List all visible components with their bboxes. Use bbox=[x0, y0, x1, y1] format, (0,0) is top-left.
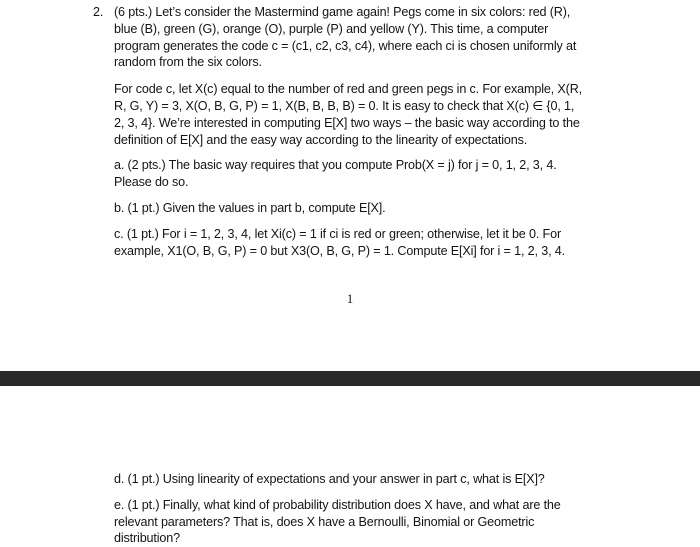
question-intro: (6 pts.) Let’s consider the Mastermind game again! Pegs come in six colors: red (R), blue (B), green (G), orange (O), purple (P) and yellow (Y). This time, a computer program generates the code c = (c1, c2, c3, c4), where each ci is chosen uniformly at random from the six colors. bbox=[114, 5, 577, 70]
page-number: 1 bbox=[346, 292, 354, 306]
part-d: d. (1 pt.) Using linearity of expectations and your answer in part c, what is E[X]? bbox=[114, 472, 545, 486]
part-b: b. (1 pt.) Given the values in part b, compute E[X]. bbox=[114, 200, 386, 215]
document-page-bottom bbox=[0, 386, 700, 546]
question-definition: For code c, let X(c) equal to the number of red and green pegs in c. For example, X(R, R, G, Y) = 3, X(O, B, G, P) = 1, X(B, B, B, B) = 0. It is easy to check that X(c) ∈ {0, 1, 2, 3, 4}. We’re interested in computing E[X] two ways – the basic way according to the definition of E[X] and the easy way according to the linearity of expectations. bbox=[114, 82, 582, 147]
part-c: c. (1 pt.) For i = 1, 2, 3, 4, let Xi(c) = 1 if ci is red or green; otherwise, let it be 0. For example, X1(O, B, G, P) = 0 but X3(O, B, G, P) = 1. Compute E[Xi] for i = 1, 2, 3, 4. bbox=[114, 226, 565, 258]
question-continued bbox=[114, 471, 584, 547]
question-body bbox=[114, 4, 584, 259]
part-e: e. (1 pt.) Finally, what kind of probability distribution does X have, and what are the relevant parameters? That is, does X have a Bernoulli, Binomial or Geometric distribution? bbox=[114, 497, 561, 546]
part-a: a. (2 pts.) The basic way requires that you compute Prob(X = j) for j = 0, 1, 2, 3, 4. Please do so. bbox=[114, 158, 557, 190]
question-number: 2. bbox=[93, 5, 104, 19]
page-separator bbox=[0, 371, 700, 386]
